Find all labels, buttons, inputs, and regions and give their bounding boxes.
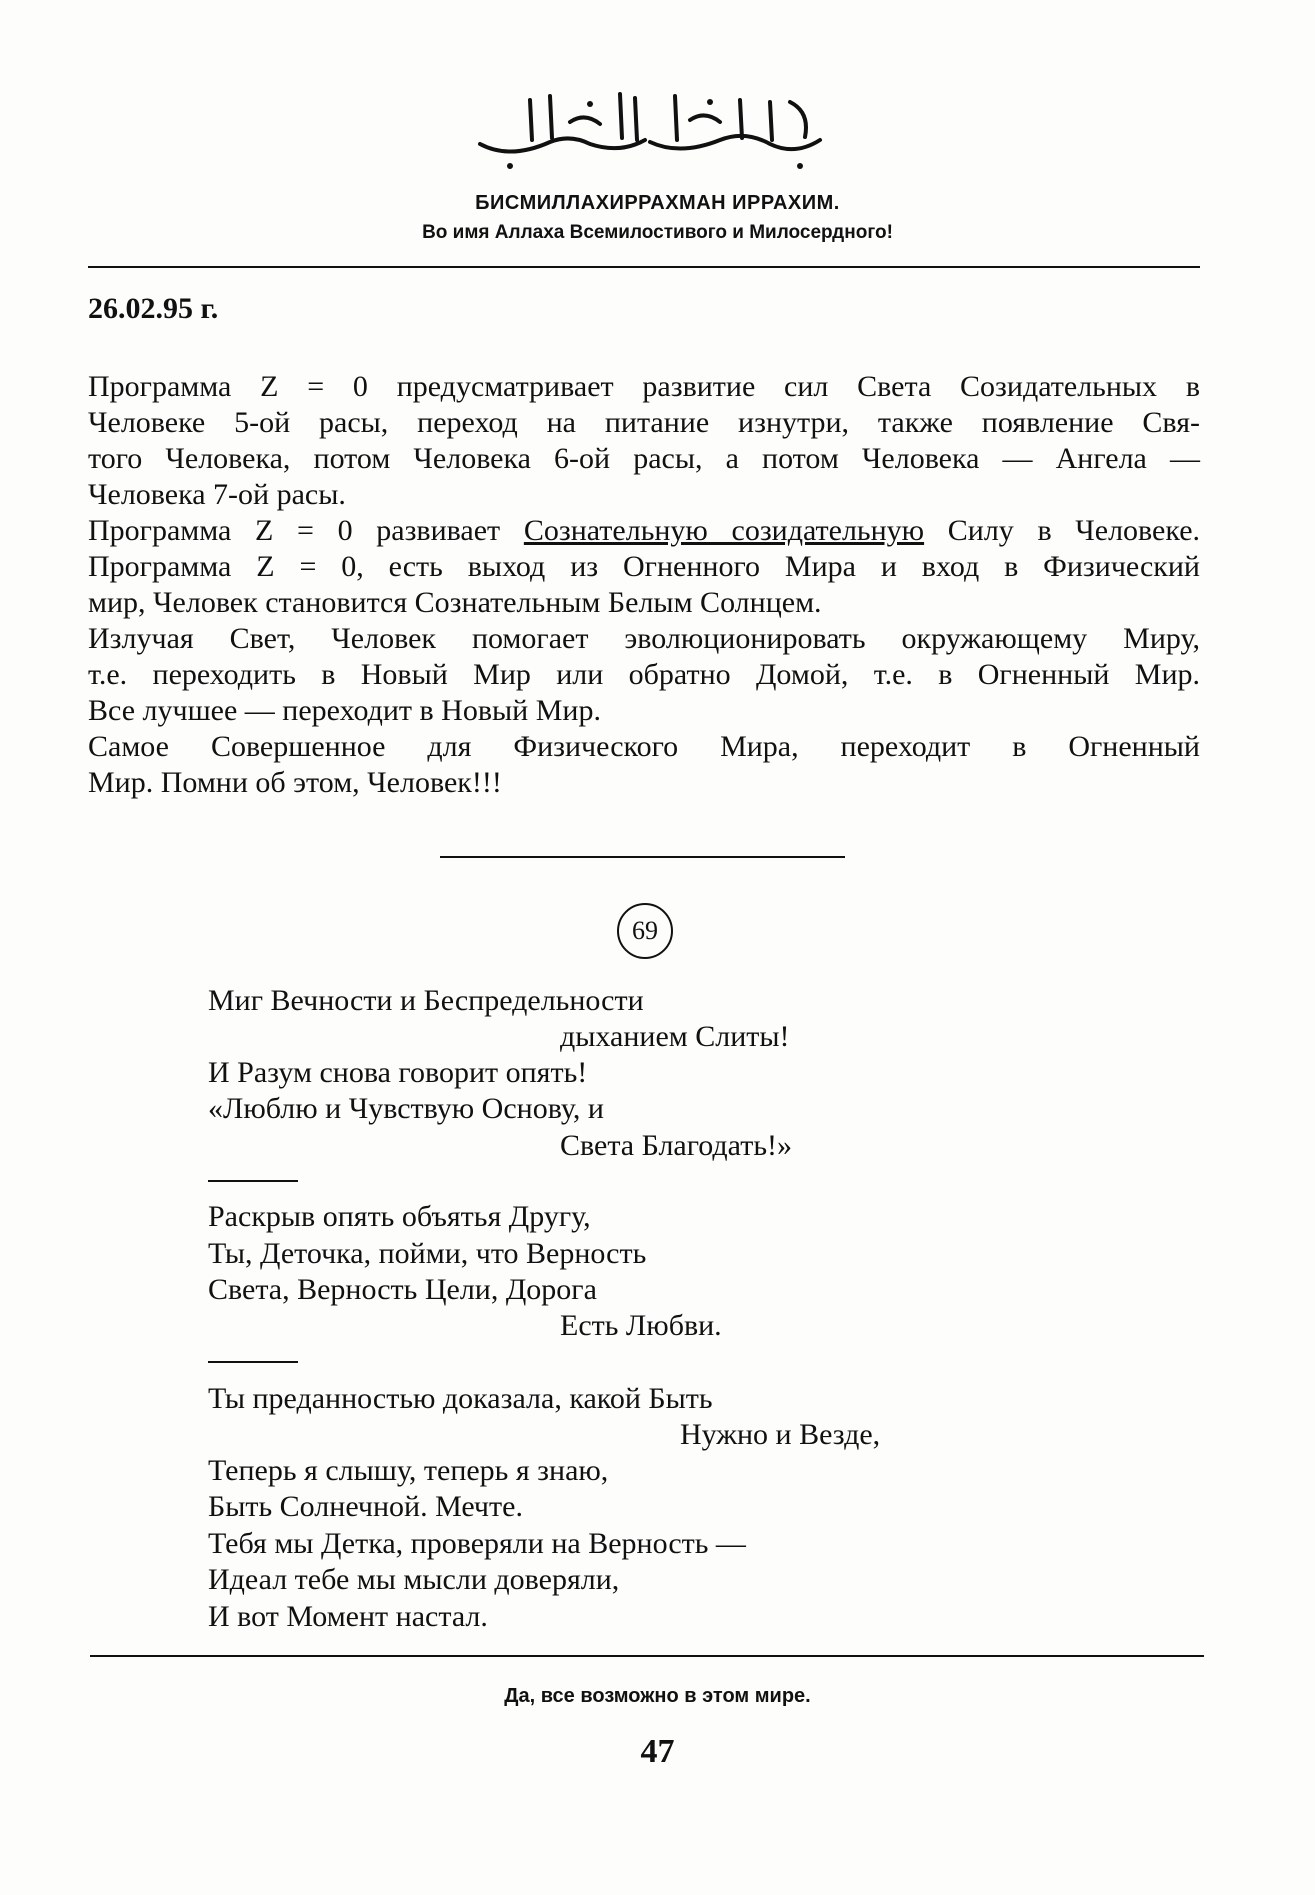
paragraph-line: мир, Человек становится Сознательным Белым Солнцем. xyxy=(88,586,822,619)
page-number: 47 xyxy=(640,1733,675,1770)
poem-line: Миг Вечности и Беспредельности xyxy=(208,984,644,1017)
poem-line: И вот Момент настал. xyxy=(208,1600,488,1633)
poem-line: Нужно и Везде, xyxy=(680,1418,881,1451)
stanza-separator xyxy=(208,1361,298,1363)
poem-line: Быть Солнечной. Мечте. xyxy=(208,1490,523,1523)
poem-line: Ты преданностью доказала, какой Быть xyxy=(208,1382,713,1415)
poem-line: «Люблю и Чувствую Основу, и xyxy=(208,1092,604,1125)
poem-line: Света Благодать!» xyxy=(560,1129,793,1162)
underlined-phrase: Сознательную созидательную xyxy=(523,514,925,547)
poem-line: Теперь я слышу, теперь я знаю, xyxy=(208,1454,609,1487)
paragraph-line-underlined: Программа Z = 0 развивает Сознательную созидательную Силу в Человеке. xyxy=(88,514,1201,547)
paragraph-line: Мир. Помни об этом, Человек!!! xyxy=(88,766,502,799)
poem-line: Есть Любви. xyxy=(560,1309,722,1342)
paragraph-line: Излучая Свет, Человек помогает эволюционировать окружающему Миру, xyxy=(88,622,1200,655)
paragraph-line: Самое Совершенное для Физического Мира, переходит в Огненный xyxy=(88,730,1200,763)
stanza-separator xyxy=(208,1180,298,1182)
paragraph-line: Программа Z = 0, есть выход из Огненного Мира и вход в Физический xyxy=(88,550,1200,583)
footer-rule xyxy=(90,1655,1204,1657)
header-subtitle: Во имя Аллаха Всемилостивого и Милосердного! xyxy=(422,222,893,243)
paragraph-line: Человеке 5-ой расы, переход на питание изнутри, также появление Свя- xyxy=(88,406,1200,439)
paragraph xyxy=(88,369,1200,801)
poem-number-badge: 69 xyxy=(617,903,673,959)
poem-line: Тебя мы Детка, проверяли на Верность — xyxy=(208,1527,746,1560)
entry-date: 26.02.95 г. xyxy=(88,292,219,325)
bismillah-calligraphy xyxy=(470,82,830,172)
header-rule xyxy=(88,266,1200,268)
paragraph-line: Человека 7-ой расы. xyxy=(88,478,346,511)
poem-line: Ты, Деточка, пойми, что Верность xyxy=(208,1237,647,1270)
header-title: БИСМИЛЛАХИРРАХМАН ИРРАХИМ. xyxy=(475,192,840,214)
poem-line: дыханием Слиты! xyxy=(560,1020,790,1053)
footer-text: Да, все возможно в этом мире. xyxy=(504,1685,811,1707)
section-rule xyxy=(440,856,845,858)
poem-line: Идеал тебе мы мысли доверяли, xyxy=(208,1563,620,1596)
paragraph-line: т.е. переходить в Новый Мир или обратно Домой, т.е. в Огненный Мир. xyxy=(88,658,1200,691)
poem-line: И Разум снова говорит опять! xyxy=(208,1056,588,1089)
paragraph-line: того Человека, потом Человека 6-ой расы, а потом Человека — Ангела — xyxy=(88,442,1200,475)
paragraph-line: Все лучшее — переходит в Новый Мир. xyxy=(88,694,601,727)
poem-line: Раскрыв опять объятья Другу, xyxy=(208,1200,591,1233)
poem-line: Света, Верность Цели, Дорога xyxy=(208,1273,597,1306)
paragraph-line: Программа Z = 0 предусматривает развитие сил Света Созидательных в xyxy=(88,370,1200,403)
